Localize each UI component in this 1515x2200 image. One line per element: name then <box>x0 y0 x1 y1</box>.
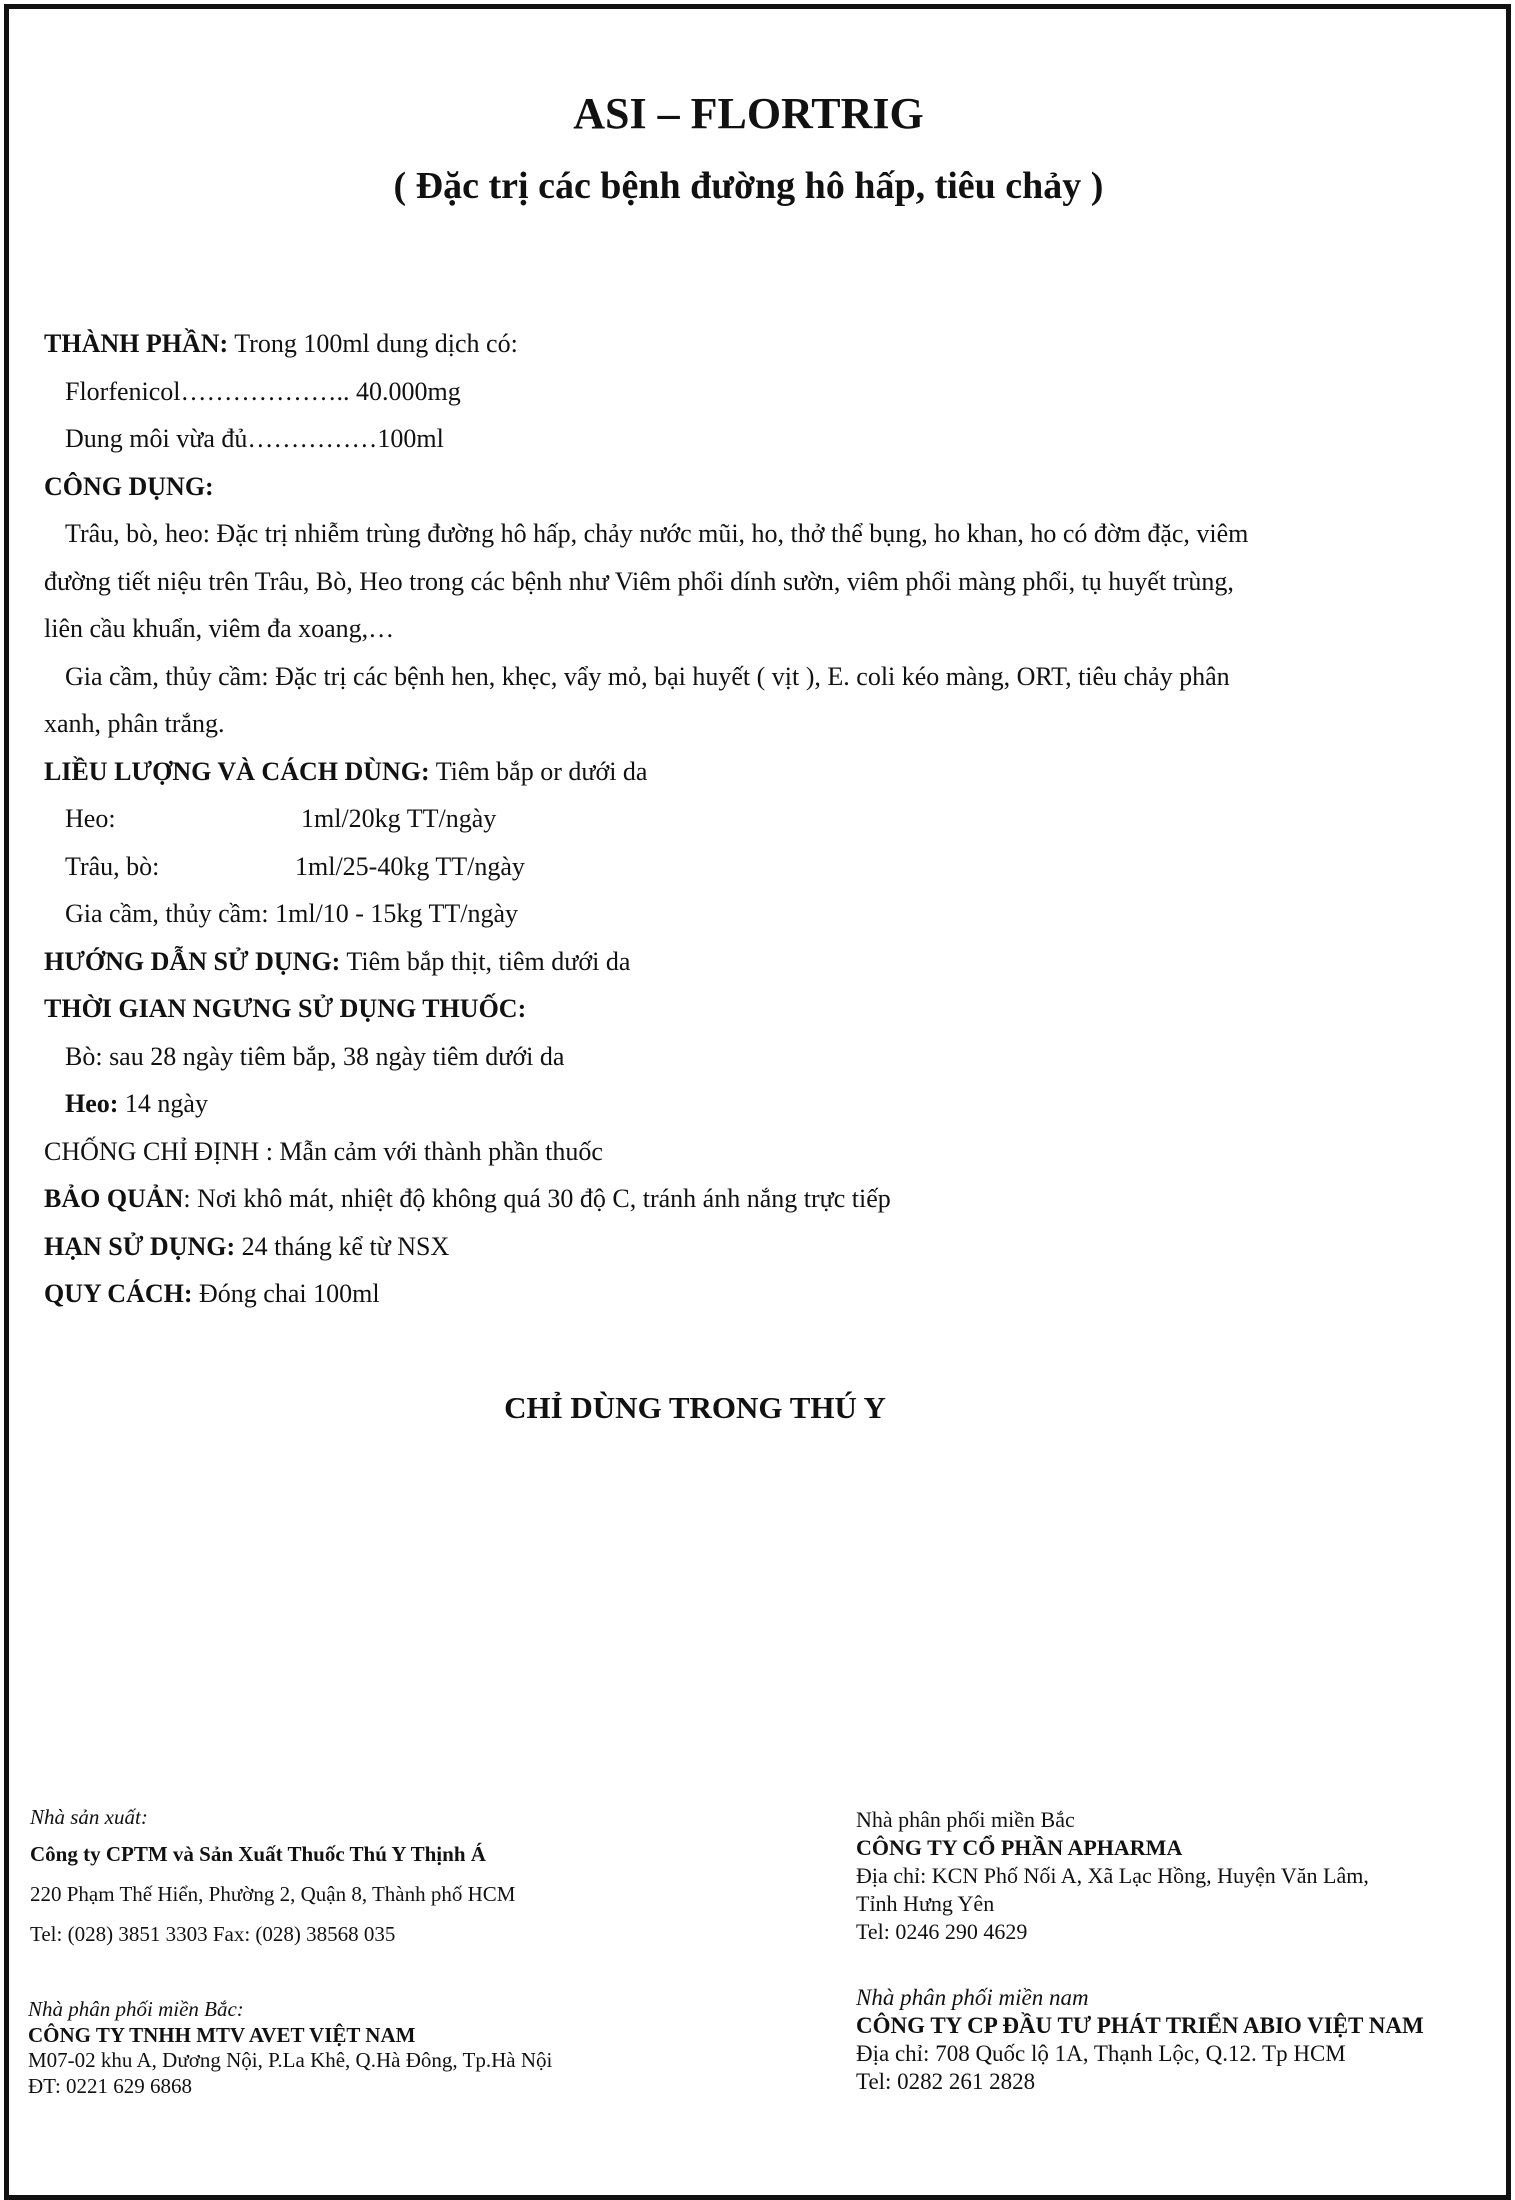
usage-line: xanh, phân trắng. <box>44 709 225 738</box>
composition-intro: Trong 100ml dung dịch có: <box>228 329 518 358</box>
dosage-animal: Trâu, bò: <box>65 851 160 881</box>
instructions-text: Tiêm bắp thịt, tiêm dưới da <box>340 946 631 976</box>
manufacturer-address: 220 Phạm Thế Hiển, Phường 2, Quận 8, Thành phố HCM <box>30 1882 516 1906</box>
composition-item: Dung môi vừa đủ……………100ml <box>65 424 444 453</box>
manufacturer-name: Công ty CPTM và Sản Xuất Thuốc Thú Y Thịnh Á <box>30 1842 486 1866</box>
usage-line: Gia cầm, thủy cầm: Đặc trị các bệnh hen, khẹc, vẩy mỏ, bại huyết ( vịt ), E. coli kéo màng, ORT, tiêu chảy phân <box>65 661 1230 691</box>
dosage-intro: Tiêm bắp or dưới da <box>429 756 648 786</box>
withdrawal-pig <box>44 1080 1464 1128</box>
distributor-north-2-name: CÔNG TY CỔ PHẦN APHARMA <box>856 1835 1183 1860</box>
composition-line <box>44 320 1464 368</box>
distributor-north-1-block <box>28 1995 552 2099</box>
distributor-north-1-name: CÔNG TY TNHH MTV AVET VIỆT NAM <box>28 2023 416 2047</box>
distributor-south-block <box>856 1984 1424 2096</box>
dosage-heading: LIỀU LƯỢNG VÀ CÁCH DÙNG: <box>44 756 430 786</box>
instructions-line <box>44 938 1464 986</box>
distributor-south-address: Địa chỉ: 708 Quốc lộ 1A, Thạnh Lộc, Q.12. Tp HCM <box>856 2041 1346 2066</box>
distributor-north-1-label: Nhà phân phối miền Bắc: <box>28 1997 244 2021</box>
manufacturer-phone: Tel: (028) 3851 3303 Fax: (028) 38568 035 <box>30 1922 396 1946</box>
manufacturer-block <box>30 1800 515 1954</box>
distributor-south-phone: Tel: 0282 261 2828 <box>856 2069 1036 2094</box>
composition-heading: THÀNH PHẦN: <box>44 329 229 358</box>
distributor-north-2-label: Nhà phân phối miền Bắc <box>856 1807 1075 1832</box>
storage-heading: BẢO QUẢN <box>44 1184 184 1213</box>
distributor-north-2-address: Địa chỉ: KCN Phố Nối A, Xã Lạc Hồng, Huyện Văn Lâm, <box>856 1863 1369 1888</box>
usage-line: liên cầu khuẩn, viêm đa xoang,… <box>44 614 395 643</box>
shelf-life-heading: HẠN SỬ DỤNG: <box>44 1231 236 1261</box>
distributor-north-2-block <box>856 1806 1369 1946</box>
product-subtitle: ( Đặc trị các bệnh đường hô hấp, tiêu chảy ) <box>393 165 1104 207</box>
distributor-north-2-phone: Tel: 0246 290 4629 <box>856 1919 1028 1944</box>
usage-heading: CÔNG DỤNG: <box>44 471 214 501</box>
withdrawal-pig-label: Heo: <box>65 1089 119 1118</box>
distributor-north-1-address: M07-02 khu A, Dương Nội, P.La Khê, Q.Hà Đông, Tp.Hà Nội <box>28 2048 553 2072</box>
storage-text: : Nơi khô mát, nhiệt độ không quá 30 độ C, tránh ánh nắng trực tiếp <box>183 1184 891 1213</box>
contraindication: CHỐNG CHỈ ĐỊNH : Mẫn cảm với thành phần thuốc <box>44 1136 603 1166</box>
dosage-poultry: Gia cầm, thủy cầm: 1ml/10 - 15kg TT/ngày <box>65 899 518 928</box>
storage-line <box>44 1175 1464 1223</box>
dosage-row <box>44 843 1464 891</box>
withdrawal-cattle: Bò: sau 28 ngày tiêm bắp, 38 ngày tiêm dưới da <box>65 1041 565 1071</box>
instructions-heading: HƯỚNG DẪN SỬ DỤNG: <box>44 946 341 976</box>
dosage-animal: Heo: <box>65 804 116 833</box>
usage-line: đường tiết niệu trên Trâu, Bò, Heo trong các bệnh như Viêm phổi dính sườn, viêm phổi màng phổi, tụ huyết trùng, <box>44 566 1234 596</box>
usage-line: Trâu, bò, heo: Đặc trị nhiễm trùng đường hô hấp, chảy nước mũi, ho, thở thể bụng, ho khan, ho có đờm đặc, viêm <box>65 519 1249 548</box>
shelf-life-text: 24 tháng kể từ NSX <box>235 1231 450 1261</box>
manufacturer-label: Nhà sản xuất: <box>30 1805 148 1829</box>
withdrawal-pig-text: 14 ngày <box>118 1089 208 1118</box>
withdrawal-heading: THỜI GIAN NGƯNG SỬ DỤNG THUỐC: <box>44 994 527 1023</box>
packaging-heading: QUY CÁCH: <box>44 1279 193 1308</box>
distributor-south-label: Nhà phân phối miền nam <box>856 1985 1089 2010</box>
shelf-life-line <box>44 1223 1464 1271</box>
composition-item: Florfenicol……………….. 40.000mg <box>65 376 461 406</box>
label-body <box>44 320 1464 1318</box>
dosage-line <box>44 748 1464 796</box>
distributor-south-name: CÔNG TY CP ĐẦU TƯ PHÁT TRIỂN ABIO VIỆT NAM <box>856 2013 1424 2038</box>
distributor-north-1-phone: ĐT: 0221 629 6868 <box>28 2074 193 2098</box>
dosage-row <box>44 795 1464 843</box>
distributor-north-2-address: Tỉnh Hưng Yên <box>856 1891 995 1916</box>
veterinary-use-notice: CHỈ DÙNG TRONG THÚ Y <box>504 1390 886 1425</box>
packaging-line <box>44 1270 1464 1318</box>
packaging-text: Đóng chai 100ml <box>192 1279 380 1308</box>
dosage-value: 1ml/25-40kg TT/ngày <box>295 851 525 881</box>
product-title: ASI – FLORTRIG <box>573 89 924 138</box>
dosage-value: 1ml/20kg TT/ngày <box>301 804 497 833</box>
